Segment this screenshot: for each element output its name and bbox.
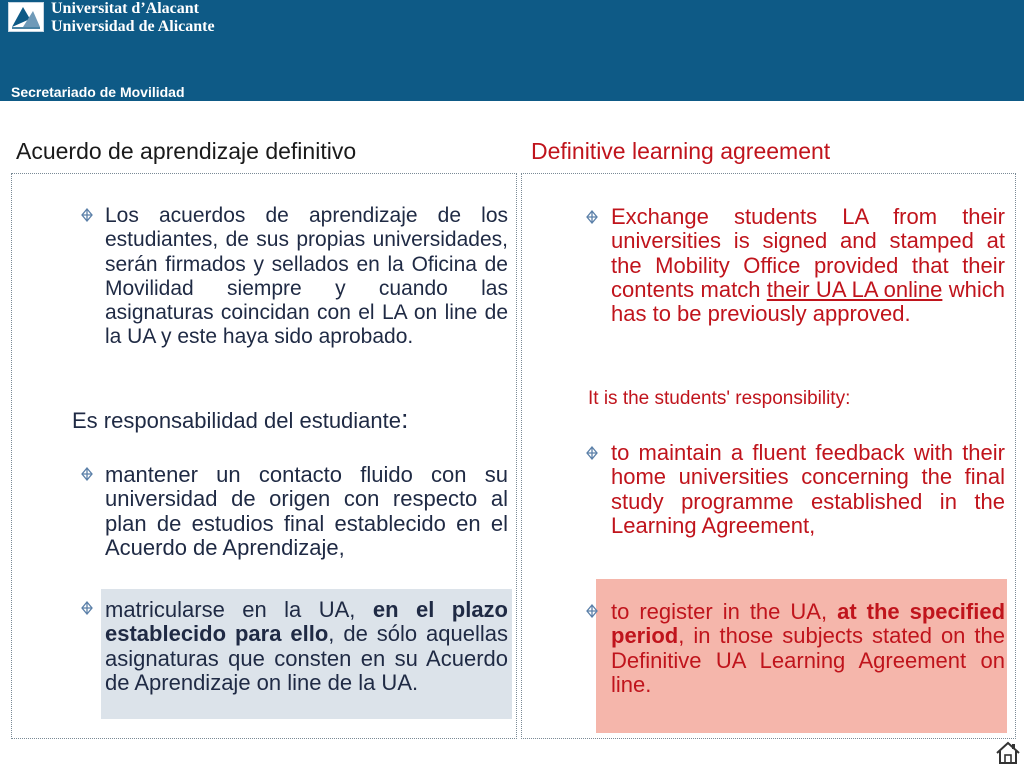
right-p3-text-b: , in those subjects stated on the Definitive UA Learning Agreement on line. — [611, 623, 1005, 697]
university-name-es: Universidad de Alicante — [51, 18, 215, 35]
left-p3-bold: en el plazo establecido para ello — [105, 597, 508, 647]
diamond-cross-bullet-icon — [80, 601, 94, 615]
diamond-cross-bullet-icon — [585, 604, 599, 618]
home-icon[interactable] — [995, 740, 1021, 766]
right-paragraph-3 — [611, 600, 1005, 697]
department-subtitle: Secretariado de Movilidad — [11, 84, 185, 100]
diamond-cross-bullet-icon — [80, 467, 94, 481]
right-p1-text-a: Exchange students LA from their universities is signed and stamped at the Mobility Office provided that their contents match — [611, 204, 1005, 302]
right-column-title: Definitive learning agreement — [531, 138, 831, 164]
left-responsibility-text: Es responsabilidad del estudiante — [72, 408, 402, 433]
diamond-cross-bullet-icon — [585, 446, 599, 460]
right-p3-text-a: to register in the UA, — [611, 599, 838, 624]
left-p3-text-b: , de sólo aquellas asignaturas que consten en su Acuerdo de Aprendizaje on line de la UA. — [105, 621, 509, 695]
university-name-ca: Universitat d’Alacant — [51, 0, 199, 17]
left-paragraph-1: Los acuerdos de aprendizaje de los estudiantes, de sus propias universidades, serán firmados y sellados en la Oficina de Movilidad siempre y cuando las asignaturas coincidan con el LA on line de la UA y este haya sido aprobado. — [105, 204, 508, 349]
right-p1-text-b: which has to be previously approved. — [611, 276, 1005, 327]
left-column-title: Acuerdo de aprendizaje definitivo — [16, 138, 357, 164]
header-banner — [0, 0, 1024, 101]
left-paragraph-3 — [105, 598, 508, 695]
right-paragraph-2: to maintain a fluent feedback with their home universities concerning the final study programme established in the Learning Agreement, — [611, 440, 1005, 538]
right-p3-bold: at the specified period — [611, 599, 1006, 649]
left-p3-text-a: matricularse en la UA, — [105, 597, 373, 622]
diamond-cross-bullet-icon — [80, 208, 94, 222]
diamond-cross-bullet-icon — [585, 210, 599, 224]
ua-logo-icon — [8, 2, 44, 32]
left-responsibility-heading — [72, 404, 409, 435]
left-responsibility-colon: : — [401, 404, 409, 434]
right-responsibility-heading: It is the students' responsibility: — [588, 388, 851, 409]
right-p1-underlined: their UA LA online — [766, 276, 943, 302]
right-paragraph-1 — [611, 205, 1005, 326]
left-paragraph-2: mantener un contacto fluido con su universidad de origen con respecto al plan de estudios final establecido en el Acuerdo de Aprendizaje, — [105, 462, 508, 560]
